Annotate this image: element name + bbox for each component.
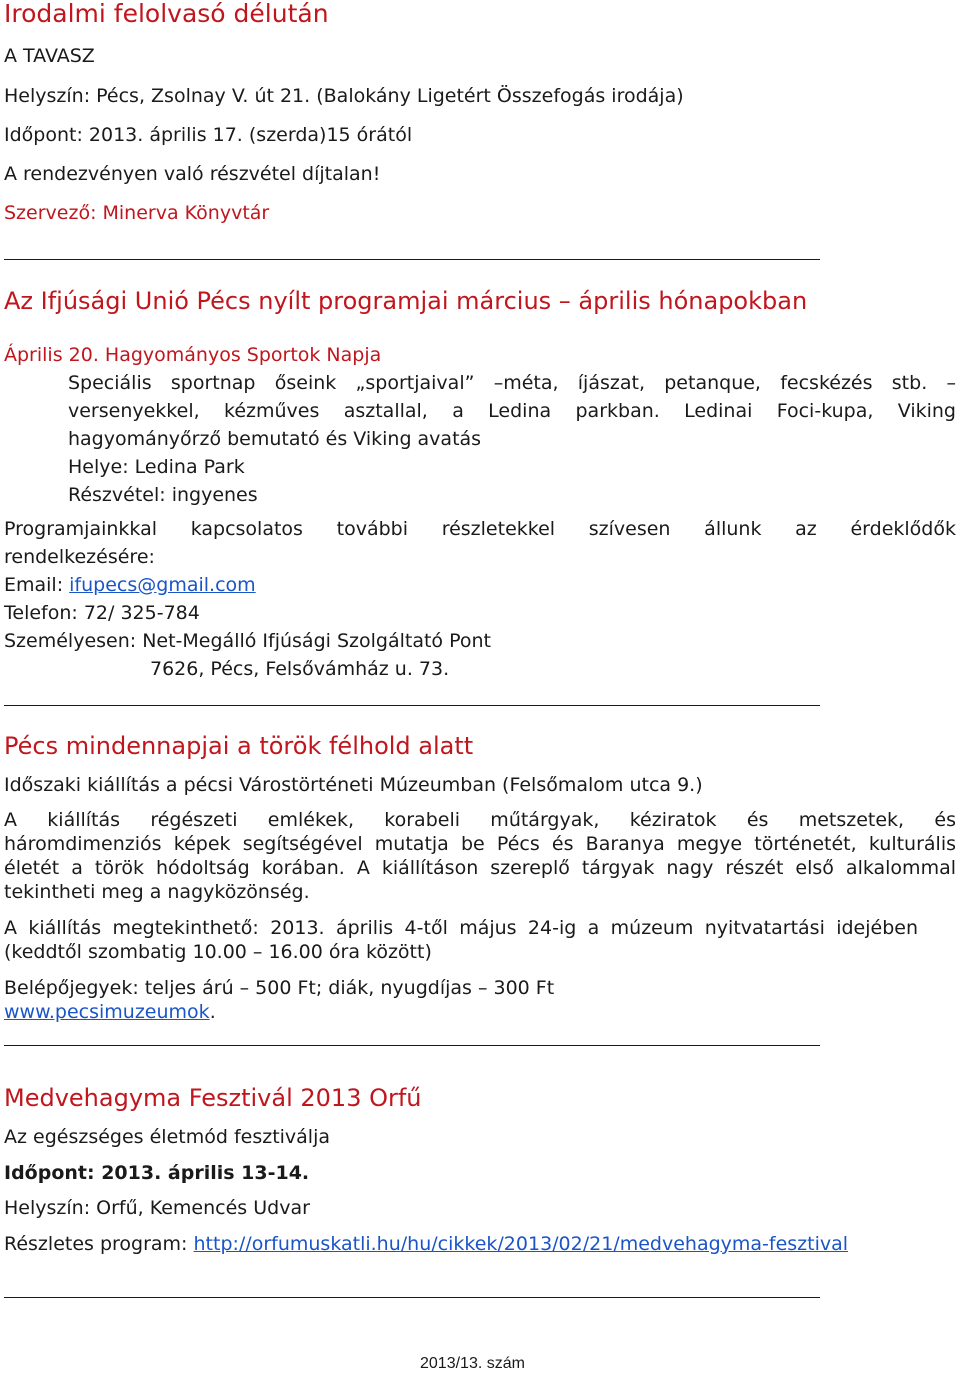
divider-4 bbox=[4, 1297, 820, 1298]
divider-1 bbox=[4, 259, 820, 260]
event2-address: 7626, Pécs, Felsővámház u. 73. bbox=[150, 658, 450, 680]
event1-subtitle: A TAVASZ bbox=[4, 45, 95, 67]
event3-p1-line3: életét a török hódoltság korában. A kiállításon szereplő tárgyak nagy részét első alkalommal bbox=[4, 857, 956, 879]
email-label: Email: bbox=[4, 574, 70, 596]
event3-website-row bbox=[4, 1000, 216, 1024]
event3-title: Pécs mindennapjai a török félhold alatt bbox=[4, 732, 474, 760]
divider-2 bbox=[4, 705, 820, 706]
event2-desc-line1: Speciális sportnap őseink „sportjaival” –méta, íjászat, petanque, fecskézés stb. – bbox=[68, 372, 956, 394]
event1-location: Helyszín: Pécs, Zsolnay V. út 21. (Balokány Ligetért Összefogás irodája) bbox=[4, 85, 684, 107]
event2-date-title: Április 20. Hagyományos Sportok Napja bbox=[4, 344, 382, 366]
event4-location: Helyszín: Orfű, Kemencés Udvar bbox=[4, 1197, 310, 1219]
website-dot: . bbox=[209, 1001, 216, 1023]
program-label: Részletes program: bbox=[4, 1233, 194, 1255]
divider-3 bbox=[4, 1045, 820, 1046]
event3-subtitle: Időszaki kiállítás a pécsi Várostörténeti Múzeumban (Felsőmalom utca 9.) bbox=[4, 774, 703, 796]
event3-p2-line1: A kiállítás megtekinthető: 2013. április 4-től május 24-ig a múzeum nyitvatartási idejében bbox=[4, 917, 918, 939]
event3-p2-line2: (keddtől szombatig 10.00 – 16.00 óra között) bbox=[4, 941, 432, 963]
event1-free: A rendezvényen való részvétel díjtalan! bbox=[4, 163, 381, 185]
event3-p1-line1: A kiállítás régészeti emlékek, korabeli műtárgyak, kéziratok és metszetek, és bbox=[4, 809, 956, 831]
event2-place: Helye: Ledina Park bbox=[68, 456, 245, 478]
website-link[interactable]: www.pecsimuzeumok bbox=[4, 1001, 210, 1023]
event2-participation: Részvétel: ingyenes bbox=[68, 484, 258, 506]
event2-person: Személyesen: Net-Megálló Ifjúsági Szolgáltató Pont bbox=[4, 630, 491, 652]
event2-info-line2: rendelkezésére: bbox=[4, 546, 155, 568]
event3-tickets: Belépőjegyek: teljes árú – 500 Ft; diák, nyugdíjas – 300 Ft bbox=[4, 977, 555, 999]
program-link[interactable]: http://orfumuskatli.hu/hu/cikkek/2013/02/21/medvehagyma-fesztival bbox=[193, 1233, 849, 1255]
event3-p1-line2: háromdimenziós képek segítségével mutatja be Pécs és Baranya megye történetét, kulturális bbox=[4, 833, 956, 855]
email-link[interactable]: ifupecs@gmail.com bbox=[69, 574, 256, 596]
event1-title: Irodalmi felolvasó délután bbox=[4, 0, 329, 28]
event2-phone: Telefon: 72/ 325-784 bbox=[4, 602, 200, 624]
event2-desc-line3: hagyományőrző bemutató és Viking avatás bbox=[68, 428, 482, 450]
page-footer: 2013/13. szám bbox=[420, 1355, 525, 1372]
event2-desc-line2: versenyekkel, kézműves asztallal, a Ledina parkban. Ledinai Foci-kupa, Viking bbox=[68, 400, 956, 422]
event1-organizer: Szervező: Minerva Könyvtár bbox=[4, 202, 270, 224]
event2-info-line1: Programjainkkal kapcsolatos további részletekkel szívesen állunk az érdeklődők bbox=[4, 518, 956, 540]
event3-p1-line4: tekintheti meg a nagyközönség. bbox=[4, 881, 310, 903]
event2-title: Az Ifjúsági Unió Pécs nyílt programjai március – április hónapokban bbox=[4, 287, 808, 315]
event2-email-row bbox=[4, 573, 256, 597]
event4-subtitle: Az egészséges életmód fesztiválja bbox=[4, 1126, 331, 1148]
event1-time: Időpont: 2013. április 17. (szerda)15 órától bbox=[4, 124, 413, 146]
event4-time: Időpont: 2013. április 13-14. bbox=[4, 1162, 310, 1184]
event4-program-row bbox=[4, 1232, 848, 1256]
event4-title: Medvehagyma Fesztivál 2013 Orfű bbox=[4, 1084, 422, 1112]
